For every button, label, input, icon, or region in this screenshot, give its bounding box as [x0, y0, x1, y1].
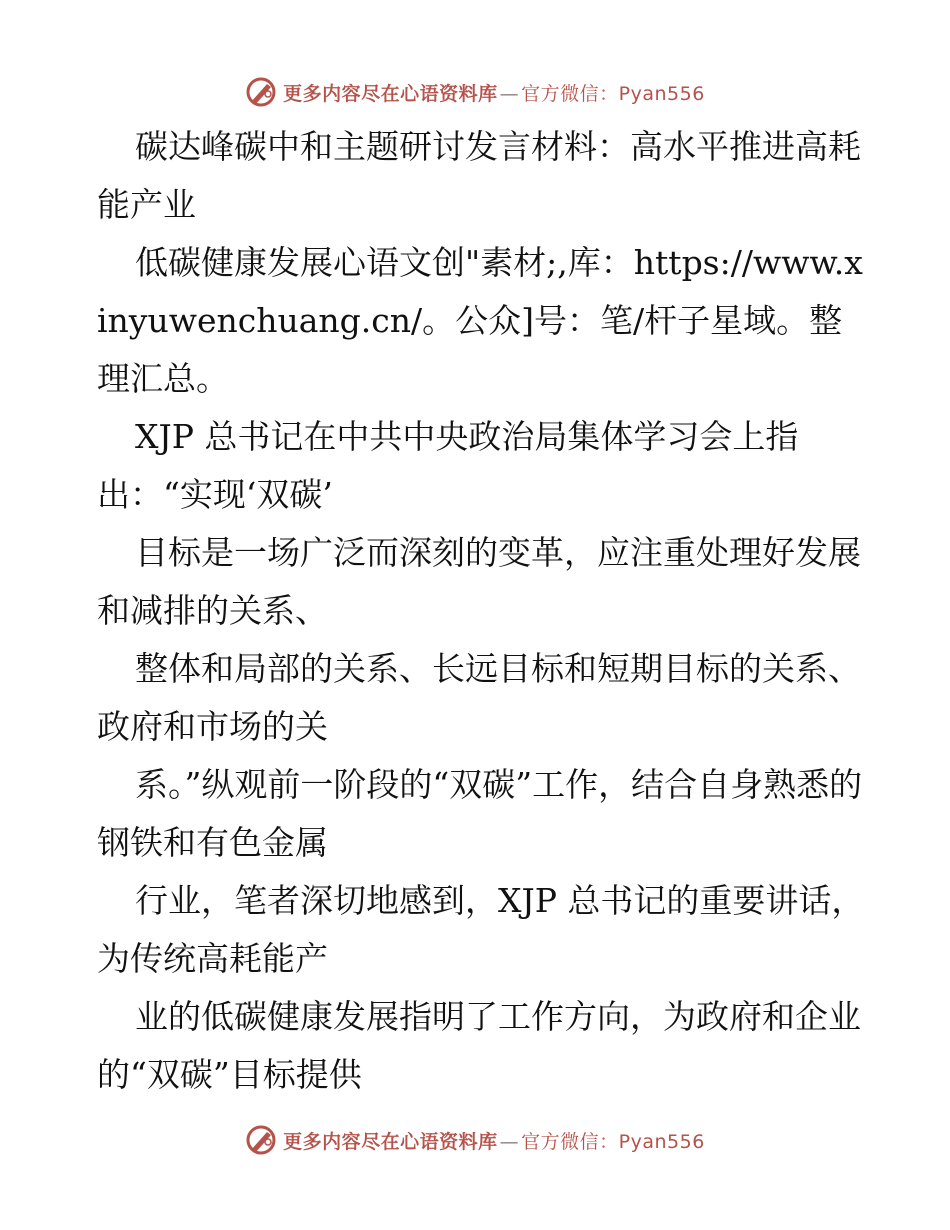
page-footer-watermark — [0, 1120, 950, 1160]
paragraph-quote-2: 整体和局部的关系、长远目标和短期目标的关系、政府和市场的关 — [97, 649, 861, 746]
wechat-text: 官方微信：Pyan556 — [521, 82, 705, 105]
pen-circle-logo-icon — [245, 1124, 277, 1156]
separator-dash: — — [499, 1130, 520, 1153]
paragraph-title: 碳达峰碳中和主题研讨发言材料：高水平推进高耗能产业 — [97, 127, 861, 224]
watermark-text — [283, 79, 705, 106]
paragraph-direction: 业的低碳健康发展指明了工作方向，为政府和企业的“双碳”目标提供 — [97, 997, 861, 1094]
page-header-watermark — [0, 72, 950, 112]
paragraph-industry: 行业，笔者深切地感到，XJP 总书记的重要讲话，为传统高耗能产 — [97, 881, 865, 978]
paragraph-quote-1: 目标是一场广泛而深刻的变革，应注重处理好发展和减排的关系、 — [97, 533, 861, 630]
document-body — [97, 118, 867, 1104]
wechat-text: 官方微信：Pyan556 — [521, 1130, 705, 1153]
watermark-text — [283, 1127, 705, 1154]
paragraph-quote-intro: XJP 总书记在中共中央政治局集体学习会上指出：“实现‘双碳’ — [97, 417, 799, 514]
brand-text: 更多内容尽在心语资料库 — [283, 1130, 498, 1153]
paragraph-review: 系。”纵观前一阶段的“双碳”工作，结合自身熟悉的钢铁和有色金属 — [97, 765, 863, 862]
pen-circle-logo-icon — [245, 76, 277, 108]
separator-dash: — — [499, 82, 520, 105]
brand-text: 更多内容尽在心语资料库 — [283, 82, 498, 105]
paragraph-source-note: 低碳健康发展心语文创"素材;,库：https://www.xinyuwenchuang.cn/。公众]号：笔/杆子星域。整理汇总。 — [97, 243, 863, 398]
